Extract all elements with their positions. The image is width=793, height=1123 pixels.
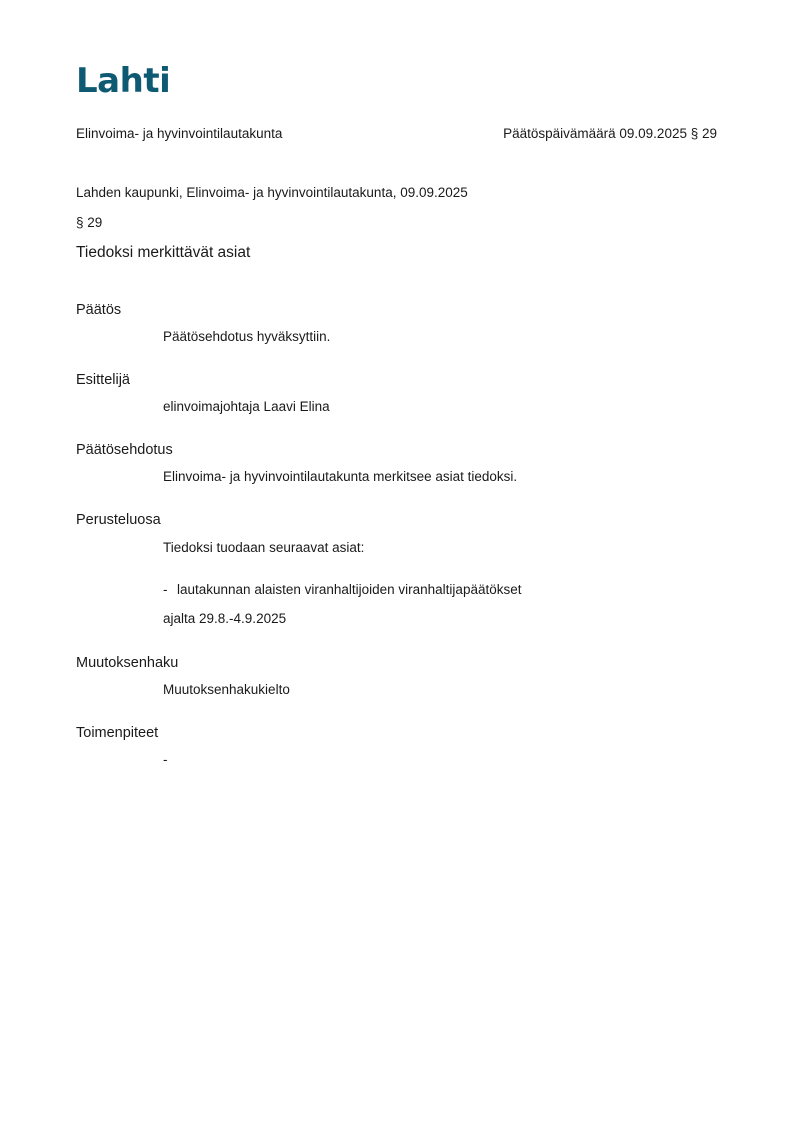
header-committee-name: Elinvoima- ja hyvinvointilautakunta xyxy=(76,126,283,141)
appeal-heading: Muutoksenhaku xyxy=(76,655,179,671)
section-number: § 29 xyxy=(76,215,103,230)
rationale-intro: Tiedoksi tuodaan seuraavat asiat: xyxy=(163,540,365,555)
bullet-marker: - xyxy=(163,582,168,597)
decision-heading: Päätös xyxy=(76,302,122,318)
presenter-text: elinvoimajohtaja Laavi Elina xyxy=(163,399,330,414)
decision-text: Päätösehdotus hyväksyttiin. xyxy=(163,329,331,344)
presenter-heading: Esittelijä xyxy=(76,372,130,388)
header-decision-date: Päätöspäivämäärä 09.09.2025 § 29 xyxy=(503,126,717,141)
actions-text: - xyxy=(163,752,168,767)
actions-heading: Toimenpiteet xyxy=(76,725,159,741)
appeal-text: Muutoksenhakukielto xyxy=(163,682,290,697)
proposal-text: Elinvoima- ja hyvinvointilautakunta merkitsee asiat tiedoksi. xyxy=(163,469,518,484)
rationale-period: ajalta 29.8.-4.9.2025 xyxy=(163,611,287,626)
rationale-heading: Perusteluosa xyxy=(76,512,161,528)
lahti-logo: Lahti xyxy=(76,61,171,101)
document-title: Tiedoksi merkittävät asiat xyxy=(76,244,251,261)
rationale-bullet-text: lautakunnan alaisten viranhaltijoiden viranhaltijapäätökset xyxy=(177,582,522,597)
proposal-heading: Päätösehdotus xyxy=(76,442,173,458)
document-reference: Lahden kaupunki, Elinvoima- ja hyvinvointilautakunta, 09.09.2025 xyxy=(76,185,468,200)
rationale-bullet xyxy=(163,582,521,597)
